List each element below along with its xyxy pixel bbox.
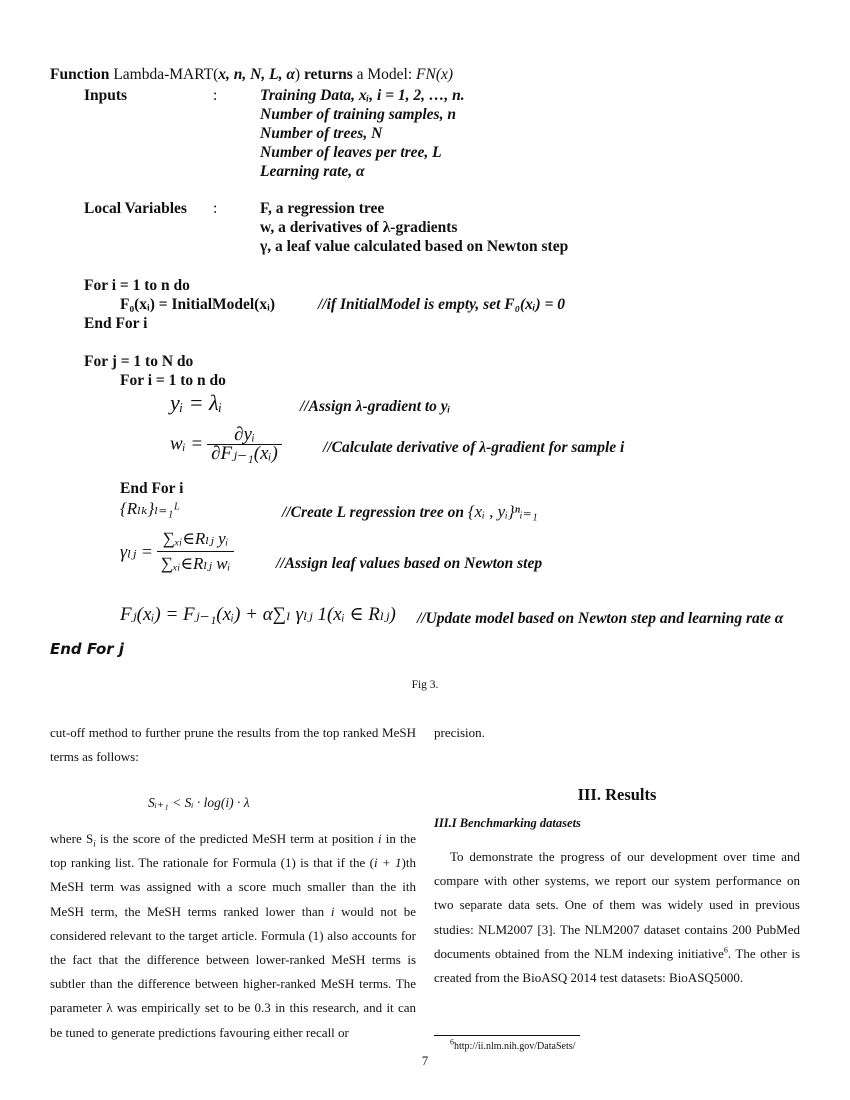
- input-item: Number of training samples, n: [260, 106, 456, 123]
- section-title: III. Results: [577, 785, 657, 804]
- input-item: Number of leaves per tree, L: [260, 144, 442, 161]
- derivative-equation: wᵢ = $\frac{\text{∂yᵢ}}{\text{∂Fⱼ₋₁(xᵢ)}}$: [170, 426, 282, 476]
- input-item: Training Data, xᵢ, i = 1, 2, …, n.: [260, 87, 465, 104]
- formula-1: Sᵢ₊₁ < Sᵢ · log(i) · λ: [148, 795, 250, 810]
- footnote: $^6$http://ii.nlm.nih.gov/DataSets/: [450, 1037, 576, 1052]
- local-variable-item: γ, a leaf value calculated based on Newton step: [260, 238, 569, 255]
- leaf-value-fraction: $\frac{\text{∑ₓᵢ∈Rₗⱼ yᵢ}}{\text{∑ₓᵢ∈Rₗⱼ wᵢ}}$: [157, 530, 235, 573]
- loop2-for-outer: For j = 1 to N do: [84, 353, 194, 370]
- footnote-rule: [434, 1035, 580, 1036]
- leaf-value-equation: γₗⱼ = $\frac{\text{∑ₓᵢ∈Rₗⱼ yᵢ}}{\text{∑ₓᵢ∈Rₗⱼ wᵢ}}$: [120, 530, 234, 594]
- loop1-statement: F₀(xᵢ) = InitialModel(xᵢ): [120, 296, 276, 313]
- left-column-paragraph-2: where $S_i$ is the score of the predicted MeSH term at position i in the top ranking list. The rationale for Formula (1) is that if the (i + 1)th MeSH term was assigned with a score much smaller than the ith MeSH term, the MeSH terms ranked lower than i would not be considered relevant to the target article. Formula (1) also accounts for the fact that the difference between lower-ranked MeSH terms is subtler than the difference between higher-ranked MeSH terms. The parameter λ was empirically set to be 0.3 in this research, and it can be tuned to generate predictions favouring either recall or: [50, 831, 416, 1040]
- local-variables-colon: :: [213, 200, 218, 217]
- regression-tree-comment: //Create L regression tree on {xᵢ , yᵢ}ⁿᵢ₌₁: [282, 502, 538, 521]
- update-comment: //Update model based on Newton step and learning rate α: [417, 610, 784, 627]
- loop2-end-outer: End For j: [50, 640, 125, 658]
- figure-caption: Fig 3.: [411, 679, 439, 691]
- local-variables-label: Local Variables: [84, 200, 187, 217]
- inputs-label: Inputs: [84, 87, 128, 104]
- inputs-colon: :: [213, 87, 218, 104]
- loop1-end: End For i: [84, 315, 148, 332]
- page-number: 7: [421, 1054, 429, 1068]
- input-item: Learning rate, α: [260, 163, 365, 180]
- update-statement: Fⱼ(xᵢ) = Fⱼ₋₁(xᵢ) + α∑ₗ γₗⱼ 1(xᵢ ∈ Rₗⱼ): [120, 604, 396, 625]
- local-variable-item: F, a regression tree: [260, 200, 385, 217]
- assign-statement: yᵢ = λᵢ: [170, 390, 223, 415]
- regression-tree-statement: {Rₗₖ}ₗ₌₁ᴸ: [120, 499, 181, 518]
- right-column-paragraph-1: To demonstrate the progress of our development over time and compare with other systems, we report our system performance on two separate data sets. One of them was widely used in previous studies: NLM2007 [3]. The NLM2007 dataset contains 200 PubMed documents obtained from the NLM indexing initiative$^6$. The other is created from the BioASQ 2014 test datasets: BioASQ5000.: [434, 849, 800, 986]
- subsection-title: III.I Benchmarking datasets: [434, 816, 581, 830]
- loop2-end-inner: End For i: [120, 480, 184, 497]
- derivative-fraction: $\frac{\text{∂yᵢ}}{\text{∂Fⱼ₋₁(xᵢ)}}$: [207, 426, 282, 463]
- leaf-value-comment: //Assign leaf values based on Newton step: [276, 555, 543, 572]
- left-column-paragraph-1: cut-off method to further prune the results from the top ranked MeSH terms as follows:: [50, 725, 416, 765]
- input-item: Number of trees, N: [260, 125, 383, 142]
- loop1-comment: //if InitialModel is empty, set F₀(xᵢ) = 0: [318, 296, 566, 313]
- loop2-for-inner: For i = 1 to n do: [120, 372, 226, 389]
- function-signature: Function Lambda-MART(x, n, N, L, α) returns a Model: FN(x): [50, 66, 454, 83]
- derivative-comment: //Calculate derivative of λ-gradient for sample i: [323, 439, 625, 456]
- loop1-for: For i = 1 to n do: [84, 277, 190, 294]
- right-column-paragraph-0: precision.: [434, 725, 485, 740]
- local-variable-item: w, a derivatives of λ-gradients: [260, 219, 458, 236]
- assign-comment: //Assign λ-gradient to yᵢ: [300, 398, 451, 415]
